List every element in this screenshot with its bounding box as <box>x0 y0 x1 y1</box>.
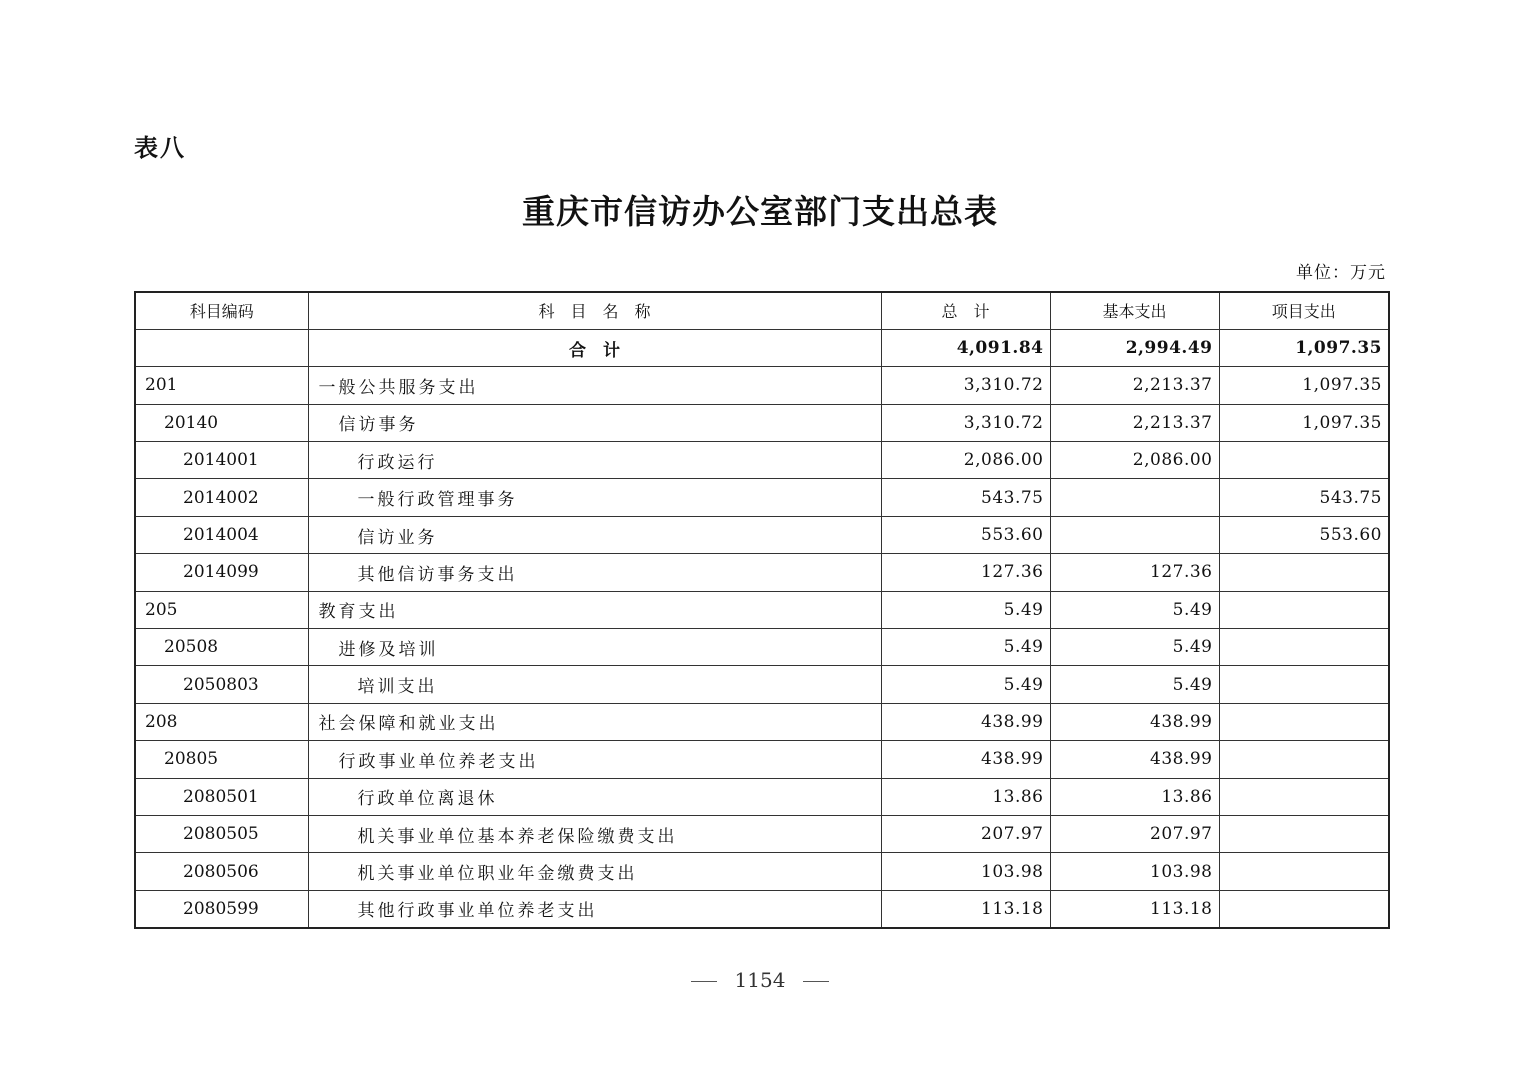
name-cell: 行政事业单位养老支出 <box>308 741 881 778</box>
name-cell: 机关事业单位职业年金缴费支出 <box>308 853 881 890</box>
basic-cell <box>1050 516 1219 553</box>
basic-cell: 438.99 <box>1050 703 1219 740</box>
header-name: 科 目 名 称 <box>308 292 881 329</box>
total-cell: 113.18 <box>881 890 1050 927</box>
project-cell <box>1219 815 1389 852</box>
total-cell: 438.99 <box>881 703 1050 740</box>
project-cell <box>1219 629 1389 666</box>
total-cell: 103.98 <box>881 853 1050 890</box>
code-cell: 2080505 <box>135 815 308 852</box>
project-cell: 1,097.35 <box>1219 367 1389 404</box>
total-cell: 3,310.72 <box>881 367 1050 404</box>
table-row <box>135 554 1389 591</box>
code-cell: 2014001 <box>135 442 308 479</box>
footer-dash-left <box>691 981 717 982</box>
table-tag: 表八 <box>134 134 186 162</box>
total-project: 1,097.35 <box>1219 329 1389 366</box>
total-cell: 3,310.72 <box>881 404 1050 441</box>
total-label: 合 计 <box>308 329 881 366</box>
name-cell: 行政单位离退休 <box>308 778 881 815</box>
table-row <box>135 367 1389 404</box>
table-row <box>135 442 1389 479</box>
total-code-cell <box>135 329 308 366</box>
basic-cell: 2,213.37 <box>1050 404 1219 441</box>
project-cell <box>1219 591 1389 628</box>
basic-cell: 127.36 <box>1050 554 1219 591</box>
total-basic: 2,994.49 <box>1050 329 1219 366</box>
project-cell <box>1219 890 1389 927</box>
table-row <box>135 404 1389 441</box>
total-cell: 127.36 <box>881 554 1050 591</box>
name-cell: 进修及培训 <box>308 629 881 666</box>
table-row <box>135 815 1389 852</box>
document-title: 重庆市信访办公室部门支出总表 <box>522 192 998 231</box>
table-row <box>135 890 1389 927</box>
basic-cell: 207.97 <box>1050 815 1219 852</box>
name-cell: 机关事业单位基本养老保险缴费支出 <box>308 815 881 852</box>
total-cell: 438.99 <box>881 741 1050 778</box>
code-cell: 201 <box>135 367 308 404</box>
header-total: 总 计 <box>881 292 1050 329</box>
footer-dash-right <box>803 981 829 982</box>
name-cell: 社会保障和就业支出 <box>308 703 881 740</box>
code-cell: 20508 <box>135 629 308 666</box>
basic-cell: 113.18 <box>1050 890 1219 927</box>
code-cell: 205 <box>135 591 308 628</box>
code-cell: 20805 <box>135 741 308 778</box>
code-cell: 2014002 <box>135 479 308 516</box>
name-cell: 其他信访事务支出 <box>308 554 881 591</box>
name-cell: 信访事务 <box>308 404 881 441</box>
table-row <box>135 666 1389 703</box>
code-cell: 2050803 <box>135 666 308 703</box>
page-footer <box>0 968 1520 992</box>
project-cell <box>1219 778 1389 815</box>
basic-cell: 103.98 <box>1050 853 1219 890</box>
basic-cell: 13.86 <box>1050 778 1219 815</box>
total-cell: 207.97 <box>881 815 1050 852</box>
project-cell: 543.75 <box>1219 479 1389 516</box>
code-cell: 2014004 <box>135 516 308 553</box>
project-cell <box>1219 703 1389 740</box>
project-cell <box>1219 442 1389 479</box>
total-row <box>135 329 1389 366</box>
code-cell: 2014099 <box>135 554 308 591</box>
basic-cell: 2,213.37 <box>1050 367 1219 404</box>
name-cell: 行政运行 <box>308 442 881 479</box>
code-cell: 2080501 <box>135 778 308 815</box>
basic-cell: 5.49 <box>1050 666 1219 703</box>
basic-cell: 5.49 <box>1050 629 1219 666</box>
header-project: 项目支出 <box>1219 292 1389 329</box>
name-cell: 一般行政管理事务 <box>308 479 881 516</box>
unit-label: 单位：万元 <box>1296 263 1386 283</box>
basic-cell: 2,086.00 <box>1050 442 1219 479</box>
project-cell: 553.60 <box>1219 516 1389 553</box>
code-cell: 2080506 <box>135 853 308 890</box>
header-basic: 基本支出 <box>1050 292 1219 329</box>
table-row <box>135 516 1389 553</box>
name-cell: 教育支出 <box>308 591 881 628</box>
page-number: 1154 <box>734 968 786 992</box>
total-cell: 5.49 <box>881 629 1050 666</box>
project-cell: 1,097.35 <box>1219 404 1389 441</box>
expenditure-table <box>134 291 1390 929</box>
name-cell: 信访业务 <box>308 516 881 553</box>
code-cell: 208 <box>135 703 308 740</box>
table-row <box>135 741 1389 778</box>
table-row <box>135 629 1389 666</box>
project-cell <box>1219 741 1389 778</box>
name-cell: 一般公共服务支出 <box>308 367 881 404</box>
table-row <box>135 778 1389 815</box>
basic-cell <box>1050 479 1219 516</box>
total-cell: 5.49 <box>881 666 1050 703</box>
table-row <box>135 479 1389 516</box>
total-cell: 2,086.00 <box>881 442 1050 479</box>
total-cell: 543.75 <box>881 479 1050 516</box>
project-cell <box>1219 853 1389 890</box>
name-cell: 培训支出 <box>308 666 881 703</box>
header-code: 科目编码 <box>135 292 308 329</box>
code-cell: 20140 <box>135 404 308 441</box>
table-row <box>135 591 1389 628</box>
total-cell: 5.49 <box>881 591 1050 628</box>
total-cell: 553.60 <box>881 516 1050 553</box>
total-cell: 13.86 <box>881 778 1050 815</box>
basic-cell: 5.49 <box>1050 591 1219 628</box>
name-cell: 其他行政事业单位养老支出 <box>308 890 881 927</box>
total-total: 4,091.84 <box>881 329 1050 366</box>
table-row <box>135 703 1389 740</box>
code-cell: 2080599 <box>135 890 308 927</box>
basic-cell: 438.99 <box>1050 741 1219 778</box>
project-cell <box>1219 666 1389 703</box>
header-row <box>135 292 1389 329</box>
table-row <box>135 853 1389 890</box>
project-cell <box>1219 554 1389 591</box>
